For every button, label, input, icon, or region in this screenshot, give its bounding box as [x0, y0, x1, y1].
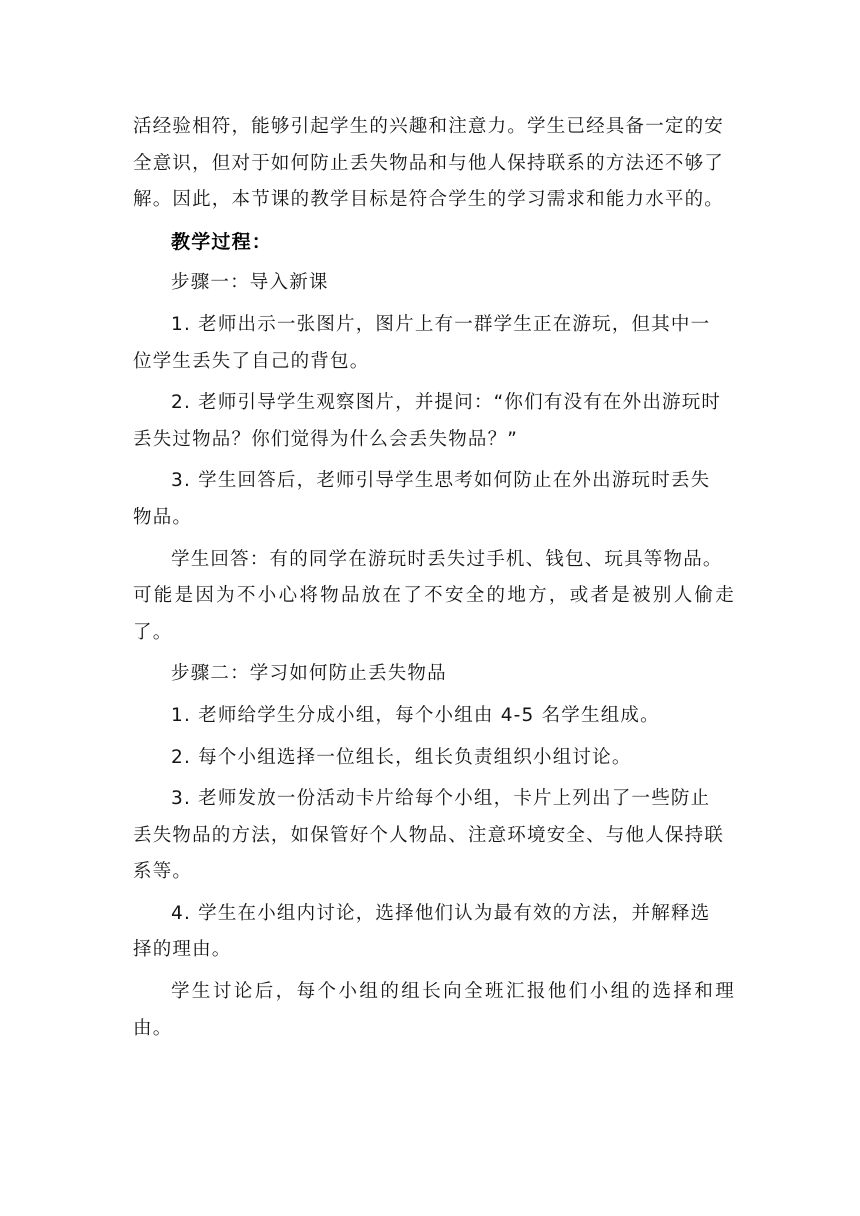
text-line: 3. 学生回答后，老师引导学生思考如何防止在外出游玩时丢失 [171, 470, 711, 492]
text-line: 位学生丢失了自己的背包。 [133, 350, 370, 372]
text-line: 解。因此，本节课的教学目标是符合学生的学习需求和能力水平的。 [133, 189, 725, 211]
step2-item-3 [133, 781, 735, 891]
section-heading: 教学过程： [171, 230, 273, 253]
intro-paragraph [133, 109, 735, 219]
document-body [133, 109, 735, 1052]
text-line: 3. 老师发放一份活动卡片给每个小组，卡片上列出了一些防止 [171, 788, 711, 810]
step1-title: 步骤一：导入新课 [171, 272, 329, 294]
text-line: 全意识，但对于如何防止丢失物品和与他人保持联系的方法还不够了 [133, 152, 725, 174]
step2-item-4 [133, 896, 735, 969]
student-answer-paragraph [133, 542, 735, 652]
text-line: 学生回答：有的同学在游玩时丢失过手机、钱包、玩具等物品。 [171, 548, 723, 570]
text-line: 1. 老师出示一张图片，图片上有一群学生正在游玩，但其中一 [171, 313, 711, 335]
discussion-paragraph: 学生讨论后，每个小组的组长向全班汇报他们小组的选择和理由。 [133, 981, 735, 1039]
text-line: 活经验相符，能够引起学生的兴趣和注意力。学生已经具备一定的安 [133, 116, 725, 137]
text-line: 2. 老师引导学生观察图片，并提问：“你们有没有在外出游玩时 [171, 392, 722, 414]
text-line: 丢失物品的方法，如保管好个人物品、注意环境安全、与他人保持联 [133, 824, 725, 846]
step2-title: 步骤二：学习如何防止丢失物品 [171, 663, 447, 685]
step2-item-2: 2. 每个小组选择一位组长，组长负责组织小组讨论。 [171, 746, 632, 768]
text-line: 丢失过物品？你们觉得为什么会丢失物品？” [133, 428, 519, 450]
text-line: 择的理由。 [133, 939, 232, 961]
step1-item-1 [133, 307, 735, 380]
step1-item-3 [133, 463, 735, 536]
text-line: 可能是因为不小心将物品放在了不安全的地方，或者是被别人偷走了。 [133, 585, 735, 643]
text-line: 4. 学生在小组内讨论，选择他们认为最有效的方法，并解释选 [171, 902, 711, 924]
step1-item-2 [133, 385, 735, 458]
text-line: 系等。 [133, 861, 193, 883]
text-line: 物品。 [133, 506, 193, 528]
step2-item-1: 1. 老师给学生分成小组，每个小组由 4-5 名学生组成。 [171, 704, 660, 726]
